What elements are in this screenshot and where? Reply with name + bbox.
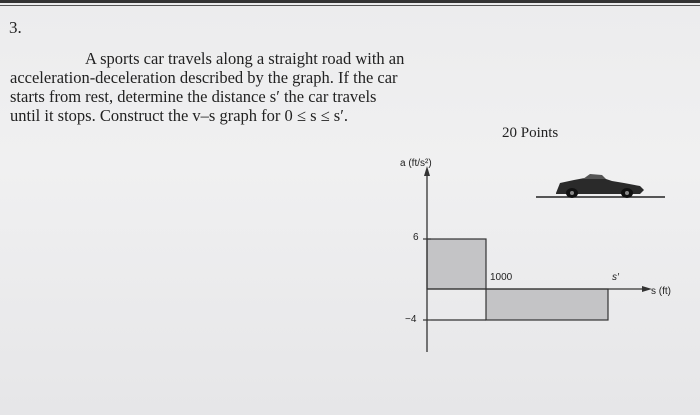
x-tick-sprime: s′ [612,272,619,283]
y-tick-neg4: −4 [405,314,417,325]
problem-line-3: starts from rest, determine the distance s′ the car travels [10,87,377,106]
y-axis-label: a (ft/s²) [400,158,432,169]
x-tick-1000: 1000 [490,272,513,283]
decel-region [486,289,608,320]
x-axis-label: s (ft) [651,286,671,297]
sports-car-icon [536,174,665,198]
y-tick-6: 6 [413,232,419,243]
problem-line-4: until it stops. Construct the v–s graph for 0 ≤ s ≤ s′. [10,106,348,125]
problem-line-2: acceleration-deceleration described by the graph. If the car [10,68,398,87]
problem-line-1: A sports car travels along a straight road with an [85,49,405,68]
points-label: 20 Points [502,125,559,141]
accel-region [427,239,486,289]
question-number: 3. [9,18,22,37]
